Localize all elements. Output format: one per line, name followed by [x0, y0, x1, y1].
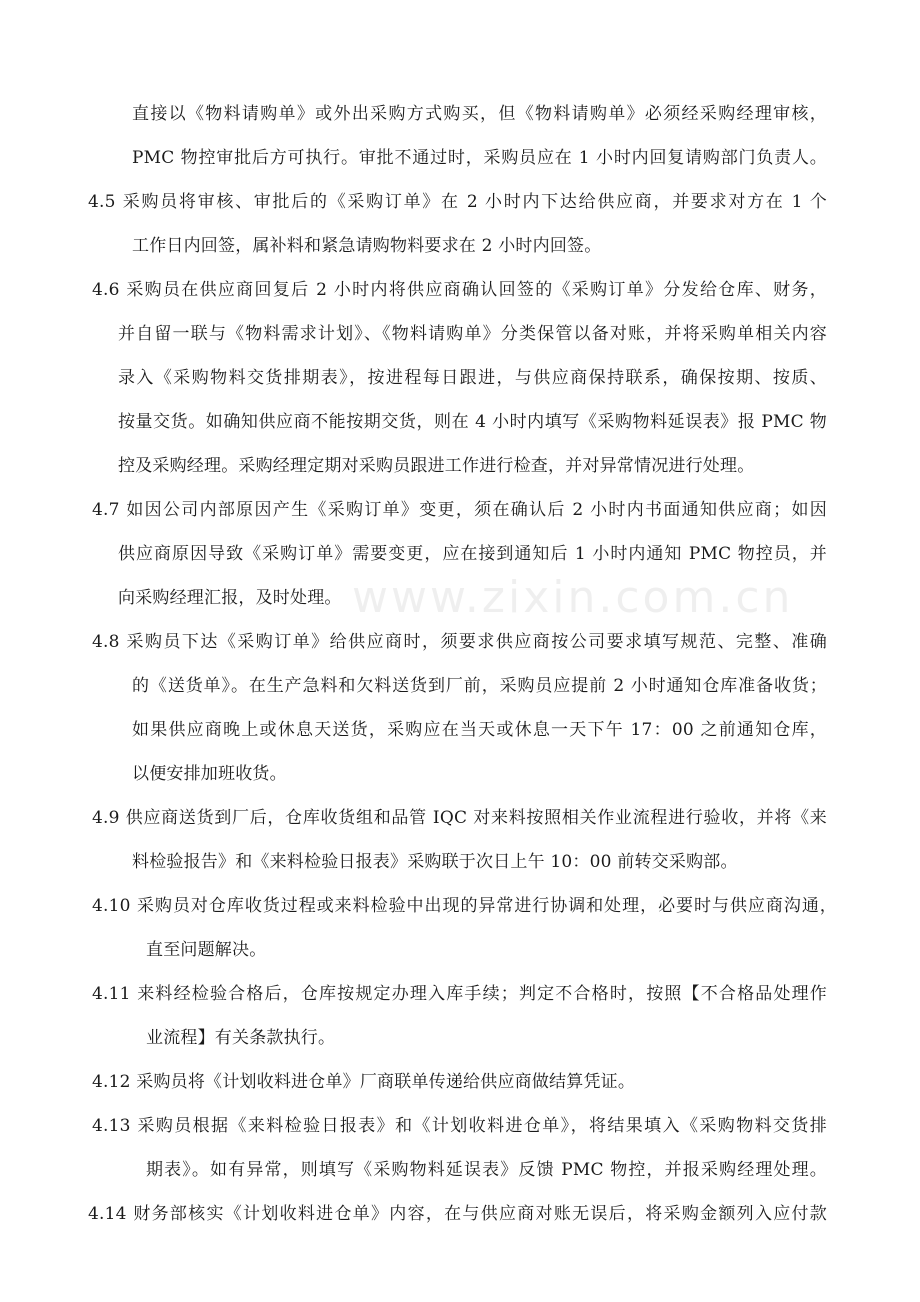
text-line: 直接以《物料请购单》或外出采购方式购买，但《物料请购单》必须经采购经理审核， — [132, 104, 827, 124]
text-line: 料检验报告》和《来料检验日报表》采购联于次日上午 10：00 前转交采购部。 — [132, 852, 738, 872]
text-line: 业流程】有关条款执行。 — [146, 1028, 336, 1048]
text-line: PMC 物控审批后方可执行。审批不通过时，采购员应在 1 小时内回复请购部门负责人。 — [132, 148, 827, 168]
text-line: 4.8 采购员下达《采购订单》给供应商时，须要求供应商按公司要求填写规范、完整、准确 — [92, 632, 827, 652]
watermark: www.zixin.com.cn — [352, 572, 794, 623]
text-line: 如果供应商晚上或休息天送货，采购应在当天或休息一天下午 17：00 之前通知仓库， — [132, 720, 827, 740]
text-line: 控及采购经理。采购经理定期对采购员跟进工作进行检查，并对异常情况进行处理。 — [118, 456, 755, 476]
text-line: 4.11 来料经检验合格后，仓库按规定办理入库手续；判定不合格时，按照【不合格品处理作 — [92, 984, 827, 1004]
text-line: 4.10 采购员对仓库收货过程或来料检验中出现的异常进行协调和处理，必要时与供应商沟通， — [92, 896, 837, 916]
text-line: 以便安排加班收货。 — [132, 764, 287, 784]
text-line: 按量交货。如确知供应商不能按期交货，则在 4 小时内填写《采购物料延误表》报 PMC 物 — [118, 412, 827, 432]
text-line: 的《送货单》。在生产急料和欠料送货到厂前，采购员应提前 2 小时通知仓库准备收货； — [132, 676, 827, 696]
text-line: 向采购经理汇报，及时处理。 — [118, 588, 342, 608]
text-line: 4.7 如因公司内部原因产生《采购订单》变更，须在确认后 2 小时内书面通知供应商；如因 — [92, 500, 827, 520]
text-line: 4.6 采购员在供应商回复后 2 小时内将供应商确认回签的《采购订单》分发给仓库、财务， — [92, 280, 827, 300]
text-line: 期表》。如有异常，则填写《采购物料延误表》反馈 PMC 物控，并报采购经理处理。 — [146, 1160, 827, 1180]
text-line: 直至问题解决。 — [146, 940, 267, 960]
text-line: 4.13 采购员根据《来料检验日报表》和《计划收料进仓单》，将结果填入《采购物料交货排 — [92, 1116, 827, 1136]
text-line: 并自留一联与《物料需求计划》、《物料请购单》分类保管以备对账，并将采购单相关内容 — [118, 324, 827, 344]
text-line: 4.14 财务部核实《计划收料进仓单》内容，在与供应商对账无误后，将采购金额列入应付款 — [88, 1204, 827, 1224]
text-line: 工作日内回签，属补料和紧急请购物料要求在 2 小时内回签。 — [132, 236, 602, 256]
text-line: 4.9 供应商送货到厂后，仓库收货组和品管 IQC 对来料按照相关作业流程进行验收，并将《来 — [92, 808, 827, 828]
text-line: 供应商原因导致《采购订单》需要变更，应在接到通知后 1 小时内通知 PMC 物控员，并 — [118, 544, 827, 564]
text-line: 4.5 采购员将审核、审批后的《采购订单》在 2 小时内下达给供应商，并要求对方在 1 个 — [88, 192, 827, 212]
text-line: 录入《采购物料交货排期表》，按进程每日跟进，与供应商保持联系，确保按期、按质、 — [118, 368, 827, 388]
text-line: 4.12 采购员将《计划收料进仓单》厂商联单传递给供应商做结算凭证。 — [92, 1072, 636, 1092]
